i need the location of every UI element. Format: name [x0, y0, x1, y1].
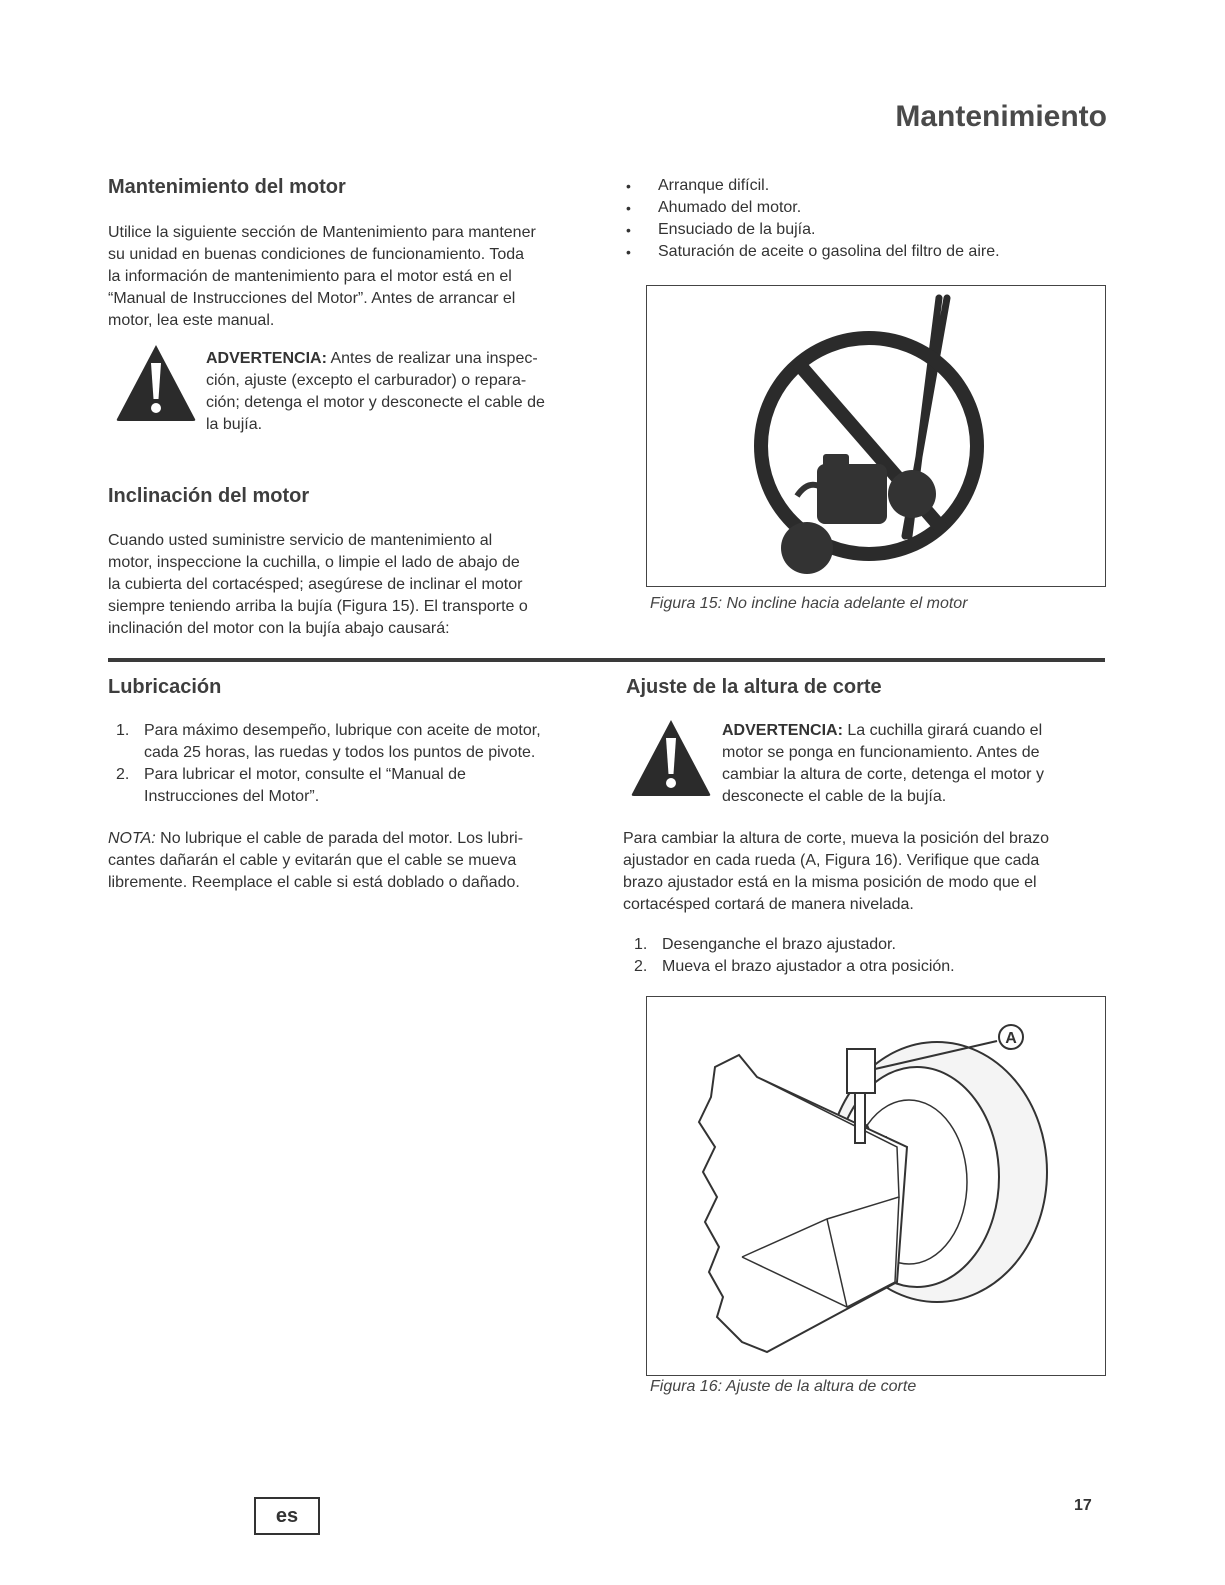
warning-triangle-icon: [630, 718, 712, 798]
cut-height-heading: Ajuste de la altura de corte: [626, 676, 882, 698]
page-title: Mantenimiento: [895, 100, 1107, 133]
figure-16-box: [646, 996, 1106, 1376]
figure-16-caption: Figura 16: Ajuste de la altura de corte: [650, 1378, 917, 1395]
engine-tilt-paragraph: Cuando usted suministre servicio de mantenimiento al motor, inspeccione la cuchilla, o limpie el lado de abajo de la cubierta del cortacésped; asegúrese de inclinar el motor siempre teniendo arriba la bujía (Figura 15). El transporte o inclinación del motor con la bujía abajo causará:: [108, 532, 528, 637]
engine-maintenance-heading: Mantenimiento del motor: [108, 176, 346, 198]
figure-15-caption: Figura 15: No incline hacia adelante el motor: [650, 595, 968, 612]
list-item: • Ahumado del motor.: [626, 197, 1106, 219]
warning-triangle-icon: [115, 343, 197, 423]
section-divider: [108, 658, 1105, 662]
engine-maintenance-paragraph: Utilice la siguiente sección de Mantenimiento para mantener su unidad en buenas condiciones de funcionamiento. Toda la información de mantenimiento para el motor está en el “Manual de Instrucciones del Motor”. Antes de arrancar el motor, lea este manual.: [108, 224, 536, 329]
list-item: 1. Para máximo desempeño, lubrique con aceite de motor, cada 25 horas, las ruedas y todos los puntos de pivote.: [116, 722, 541, 761]
list-item: • Arranque difícil.: [626, 175, 1106, 197]
consequences-list: [626, 175, 1106, 263]
cut-height-warning: ADVERTENCIA: La cuchilla girará cuando el motor se ponga en funcionamiento. Antes de cambiar la altura de corte, detenga el motor y desconecte el cable de la bujía.: [722, 722, 1044, 805]
list-item: • Saturación de aceite o gasolina del filtro de aire.: [626, 241, 1106, 263]
engine-warning: ADVERTENCIA: Antes de realizar una inspec- ción, ajuste (excepto el carburador) o repara- ción; detenga el motor y desconecte el cable de la bujía.: [206, 350, 545, 433]
figure-15-box: [646, 285, 1106, 587]
list-item: 2. Mueva el brazo ajustador a otra posición.: [634, 958, 955, 975]
lubrication-steps: [108, 720, 608, 808]
cut-height-steps: [626, 934, 1106, 978]
no-tilt-forward-icon: [647, 286, 1105, 586]
engine-tilt-heading: Inclinación del motor: [108, 485, 310, 507]
lubrication-heading: Lubricación: [108, 676, 222, 698]
list-item: 1. Desenganche el brazo ajustador.: [634, 936, 896, 953]
height-adjuster-illustration: [647, 997, 1105, 1375]
language-badge: es: [254, 1497, 320, 1535]
callout-label: A: [1005, 1030, 1017, 1047]
lubrication-note: NOTA: No lubrique el cable de parada del motor. Los lubri- cantes dañarán el cable y evitarán que el cable se mueva libremente. Reemplace el cable si está doblado o dañado.: [108, 830, 524, 891]
cut-height-paragraph: Para cambiar la altura de corte, mueva la posición del brazo ajustador en cada rueda (A, Figura 16). Verifique que cada brazo ajustador está en la misma posición de modo que el cortacésped cortará de manera nivelada.: [623, 830, 1049, 913]
list-item: 2. Para lubricar el motor, consulte el “Manual de Instrucciones del Motor”.: [116, 766, 466, 805]
page-number: 17: [1074, 1497, 1092, 1514]
list-item: • Ensuciado de la bujía.: [626, 219, 1106, 241]
